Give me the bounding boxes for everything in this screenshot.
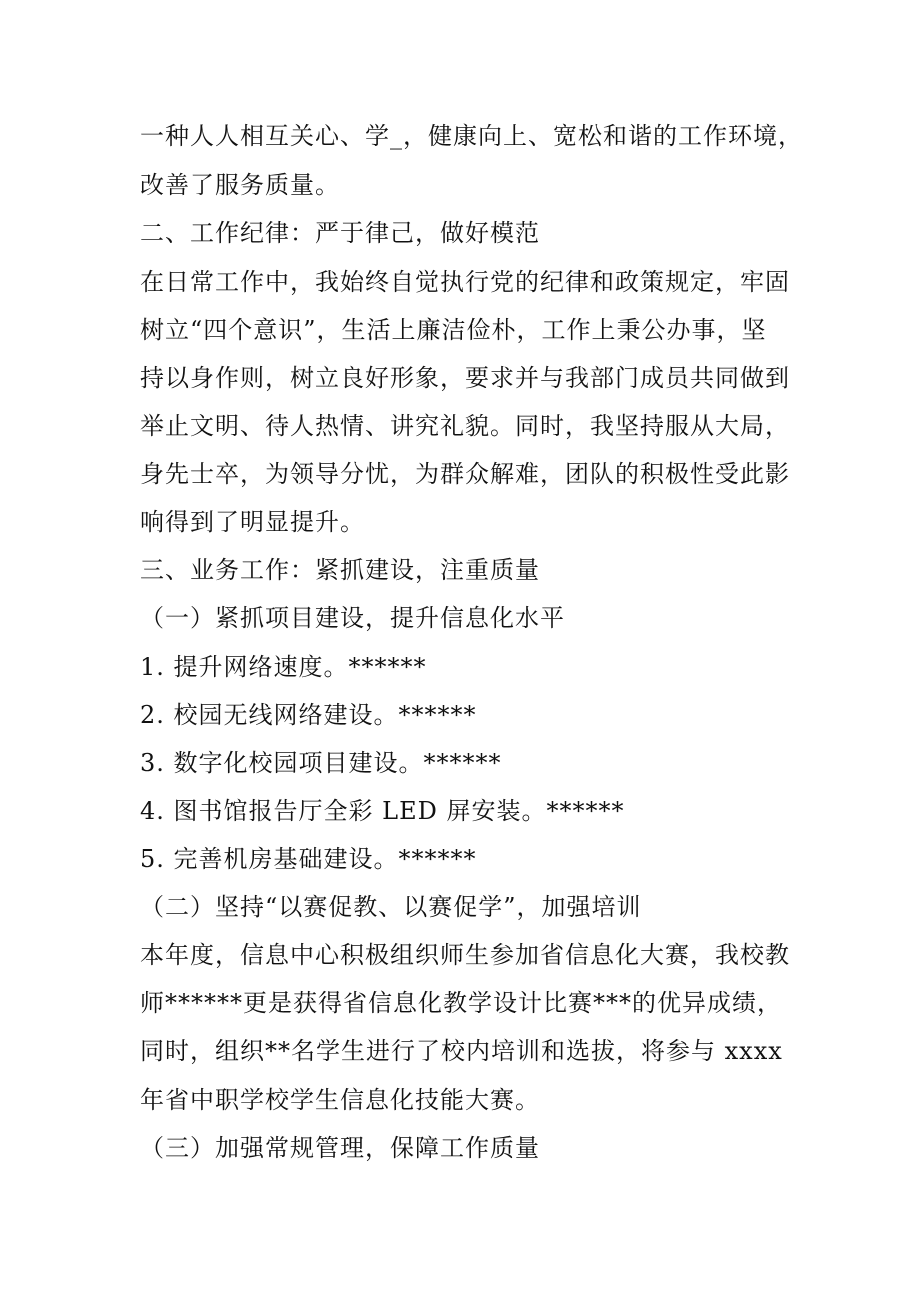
text-line: 持以身作则，树立良好形象，要求并与我部门成员共同做到 [140, 364, 790, 392]
text-line: 树立“四个意识”，生活上廉洁俭朴，工作上秉公办事，坚 [140, 316, 767, 344]
subsection-heading: （三）加强常规管理，保障工作质量 [140, 1134, 540, 1162]
subsection-heading: （一）紧抓项目建设，提升信息化水平 [140, 604, 565, 632]
text-line: 一种人人相互关心、学_，健康向上、宽松和谐的工作环境， [140, 122, 803, 150]
text-line: 身先士卒，为领导分忧，为群众解难，团队的积极性受此影 [140, 460, 790, 488]
list-item: 1. 提升网络速度。****** [140, 653, 427, 681]
section-heading: 二、工作纪律：严于律己，做好模范 [140, 219, 540, 247]
text-line: 同时，组织**名学生进行了校内培训和选拔，将参与 xxxx [140, 1037, 783, 1065]
text-line: 响得到了明显提升。 [140, 508, 365, 536]
text-line: 改善了服务质量。 [140, 171, 340, 199]
list-item: 5. 完善机房基础建设。****** [140, 845, 477, 873]
subsection-heading: （二）坚持“以赛促教、以赛促学”，加强培训 [140, 893, 642, 921]
list-item: 3. 数字化校园项目建设。****** [140, 749, 502, 777]
text-line: 举止文明、待人热情、讲究礼貌。同时，我坚持服从大局， [140, 412, 790, 440]
section-heading: 三、业务工作：紧抓建设，注重质量 [140, 556, 540, 584]
text-line: 本年度，信息中心积极组织师生参加省信息化大赛，我校教 [140, 941, 790, 969]
list-item: 2. 校园无线网络建设。****** [140, 701, 477, 729]
text-line: 师******更是获得省信息化教学设计比赛***的优异成绩， [140, 989, 782, 1017]
text-line: 年省中职学校学生信息化技能大赛。 [140, 1086, 540, 1114]
list-item: 4. 图书馆报告厅全彩 LED 屏安装。****** [140, 797, 625, 825]
text-line: 在日常工作中，我始终自觉执行党的纪律和政策规定，牢固 [140, 268, 790, 296]
